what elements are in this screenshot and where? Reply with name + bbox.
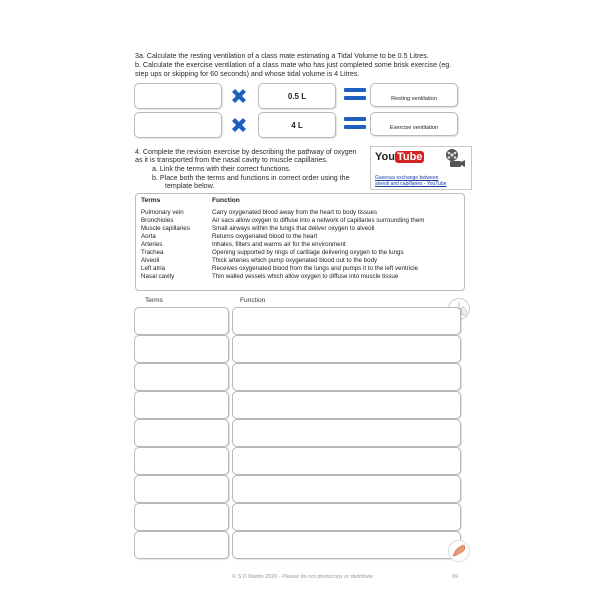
term-answer-box-1[interactable] <box>134 307 229 335</box>
equals-icon <box>344 117 366 132</box>
template-terms-header: Terms <box>145 297 163 304</box>
q4-item-b-line2: template below. <box>165 182 215 190</box>
exercise-ventilation-box[interactable]: Exercise ventilation <box>370 112 458 136</box>
multiply-icon <box>229 86 249 106</box>
term-answer-box-7[interactable] <box>134 475 229 503</box>
template-function-header: Function <box>240 297 266 304</box>
q3b-text-line1: b. Calculate the exercise ventilation of a class mate who has just completed some brisk exercise (eg. <box>135 61 452 69</box>
q4-item-b-line1: b. Place both the terms and functions in correct order using the <box>152 174 350 182</box>
breathing-rate-input-2[interactable] <box>134 112 222 138</box>
term-answer-box-3[interactable] <box>134 363 229 391</box>
tidal-volume-value-1: 0.5 L <box>258 83 336 109</box>
q3a-text: 3a. Calculate the resting ventilation of a class mate estimating a Tidal Volume to be 0.5 Litres. <box>135 52 429 60</box>
resting-ventilation-box[interactable]: Resting ventilation <box>370 83 458 107</box>
page-number: 69 <box>452 574 459 580</box>
q4-item-a: a. Link the terms with their correct functions. <box>152 165 291 173</box>
muscle-icon <box>447 540 471 562</box>
function-answer-box-7[interactable] <box>232 475 461 503</box>
multiply-icon <box>229 115 249 135</box>
video-link-text[interactable]: Gaseous exchange between alveoli and capillaries - YouTube <box>375 175 447 187</box>
youtube-logo: You Tube <box>375 151 423 163</box>
term-answer-box-4[interactable] <box>134 391 229 419</box>
function-answer-box-8[interactable] <box>232 503 461 531</box>
function-answer-box-6[interactable] <box>232 447 461 475</box>
term-answer-box-6[interactable] <box>134 447 229 475</box>
function-answer-box-5[interactable] <box>232 419 461 447</box>
equals-icon <box>344 88 366 103</box>
function-answer-box-2[interactable] <box>232 335 461 363</box>
tidal-volume-value-2: 4 L <box>258 112 336 138</box>
term-answer-box-8[interactable] <box>134 503 229 531</box>
function-answer-box-9[interactable] <box>232 531 461 559</box>
q4-text-line2: as it is transported from the nasal cavity to muscle capillaries. <box>135 156 328 164</box>
function-answer-box-1[interactable] <box>232 307 461 335</box>
function-answer-box-4[interactable] <box>232 391 461 419</box>
function-answer-box-3[interactable] <box>232 363 461 391</box>
term-answer-box-5[interactable] <box>134 419 229 447</box>
q3b-text-line2: step ups or skipping for 60 seconds) and whose tidal volume is 4 Litres. <box>135 70 360 78</box>
q4-text-line1: 4. Complete the revision exercise by describing the pathway of oxygen <box>135 148 357 156</box>
term-answer-box-2[interactable] <box>134 335 229 363</box>
term-answer-box-9[interactable] <box>134 531 229 559</box>
film-reel-icon <box>444 148 466 168</box>
terms-functions-table: Terms Function Pulmonary vein Carry oxygenated blood away from the heart to body tissues Bronchioles Air sacs allow oxygen to diffuse into a network of capillaries surrounding them Muscle capillaries Small airways within the lungs that deliver oxygen to alveoli Aorta Returns oxygenated blood to the heart Arteries Inhales, filters and warms air for the environment Trachea Opening supported by rings of cartilage delivering oxygen to the lungs Alveoli Thick arteries which pump oxygenated blood out to the body Left atria Receives oxygenated blood from the lungs and pumps it to the left ventricle Nasal cavity Thin walled vessels which allow oxygen to diffuse into muscle tissue <box>135 193 465 291</box>
breathing-rate-input-1[interactable] <box>134 83 222 109</box>
copyright-footer: © S D Martin 2026 - Please do not photocopy or distribute <box>232 574 374 580</box>
